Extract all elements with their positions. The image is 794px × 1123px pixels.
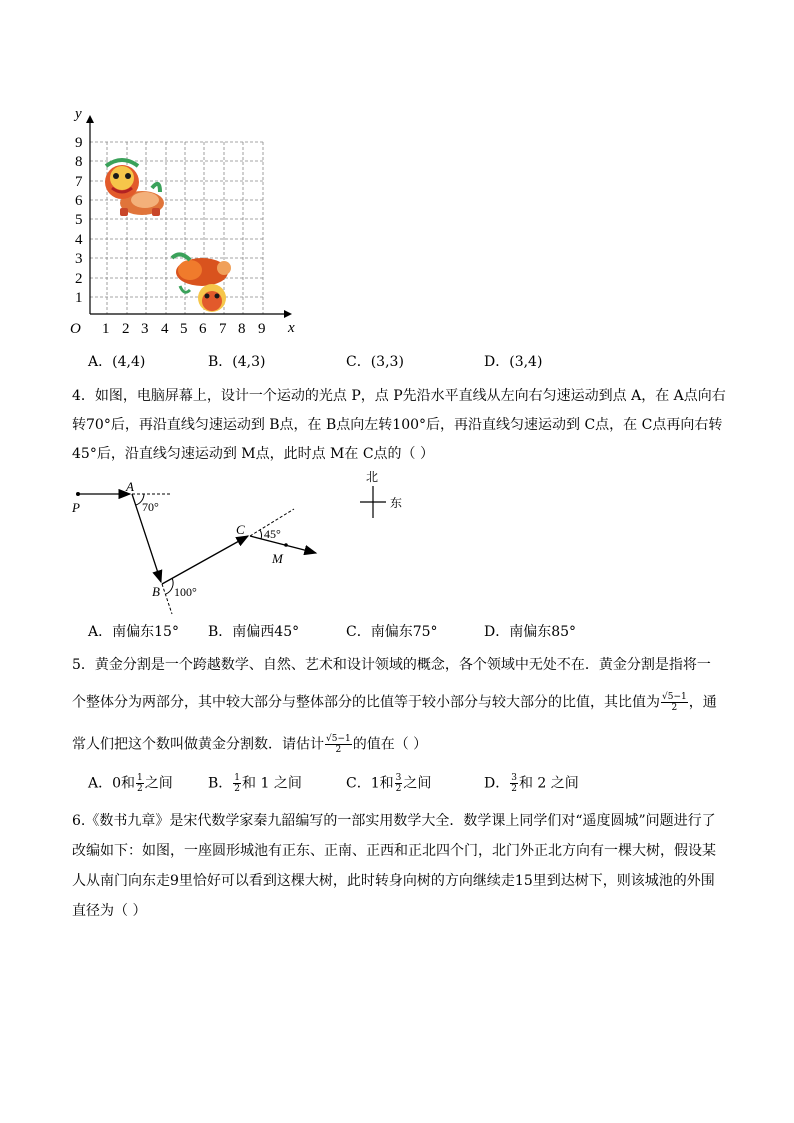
option-letter: C．	[346, 624, 371, 640]
q5-line3-tail: 的值在（ ）	[352, 736, 428, 753]
lion-dance-head-icon	[105, 160, 164, 216]
angle-label-b: 100°	[174, 585, 197, 599]
fraction-denominator: 2	[395, 784, 402, 794]
label-p: P	[72, 500, 80, 515]
option-letter: A．	[88, 624, 113, 640]
y-tick: 6	[75, 193, 83, 209]
option-fraction	[510, 773, 518, 794]
q6-stem-line-2: 改编如下：如图，一座圆形城池有正东、正南、正西和正北四个门，北门外正北方向有一棵大树，假设某	[72, 843, 716, 859]
option-text: 和 2 之间	[518, 775, 579, 792]
extension-b	[162, 584, 172, 614]
fraction-denominator: 2	[335, 745, 342, 755]
option-d[interactable]	[484, 352, 542, 372]
y-tick: 8	[75, 154, 83, 170]
fraction-numerator: 1	[137, 773, 143, 783]
fraction-denominator: 2	[137, 784, 143, 794]
coordinate-grid-figure	[60, 100, 310, 345]
x-tick: 2	[122, 321, 130, 337]
option-d[interactable]	[484, 773, 579, 794]
q5-line3-text: 常人们把这个数叫做黄金分割数．请估计	[72, 736, 324, 753]
option-letter: A．	[88, 775, 113, 792]
q5-stem-line-1: 5．黄金分割是一个跨越数学、自然、艺术和设计领域的概念，各个领域中无处不在．黄金分割是指将一	[72, 657, 711, 673]
compass-icon	[360, 486, 386, 518]
compass-east-label: 东	[390, 496, 403, 510]
q5-stem-line-3	[72, 734, 427, 755]
q6-stem-line-1: 6.《数书九章》是宋代数学家秦九韶编写的一部实用数学大全．数学课上同学们对“遥度圆城”问题进行了	[72, 813, 716, 829]
option-letter: B．	[208, 354, 233, 370]
option-text: (3,3)	[370, 354, 404, 370]
option-text: (3,4)	[509, 354, 543, 370]
option-letter: C．	[346, 775, 371, 792]
x-tick: 4	[161, 321, 169, 337]
fraction-denominator: 2	[511, 784, 517, 794]
option-b[interactable]	[208, 622, 299, 642]
x-tick: 9	[258, 321, 266, 337]
fraction-denominator: 2	[234, 784, 241, 794]
angle-label-c: 45°	[264, 527, 281, 541]
option-c[interactable]	[346, 352, 404, 372]
y-axis-arrow-icon	[86, 115, 94, 123]
angle-label-a: 70°	[142, 500, 159, 514]
x-tick: 5	[180, 321, 188, 337]
q4-stem-line-2: 转70°后，再沿直线匀速运动到 B点，在 B点向左转100°后，再沿直线匀速运动到 C点，在 C点再向右转	[72, 417, 723, 433]
q4-stem-line-1: 4．如图，电脑屏幕上，设计一个运动的光点 P，点 P先沿水平直线从左向右匀速运动到点 A，在 A点向右	[72, 388, 726, 404]
x-tick: 6	[199, 321, 207, 337]
fraction-numerator: 1	[234, 773, 241, 783]
segment-bc	[162, 536, 248, 584]
label-m: M	[272, 551, 283, 566]
option-letter: D．	[484, 354, 510, 370]
q6-stem-line-4: 直径为（ ）	[72, 903, 147, 919]
fraction-numerator: √5−1	[662, 692, 687, 702]
q5-line2-text: 个整体分为两部分，其中较大部分与整体部分的比值等于较小部分与较大部分的比值，其比值为	[72, 694, 660, 711]
point-m	[284, 543, 288, 547]
y-tick: 4	[75, 232, 83, 248]
option-text: 南偏东15°	[112, 624, 179, 640]
y-tick: 2	[75, 271, 83, 287]
fraction-numerator: √5−1	[326, 734, 351, 744]
label-c: C	[236, 522, 245, 537]
option-fraction	[136, 773, 144, 794]
angle-arc-c	[260, 530, 262, 539]
option-b[interactable]	[208, 352, 266, 372]
option-text: 南偏东75°	[370, 624, 438, 640]
option-b[interactable]	[208, 773, 302, 794]
fraction-numerator: 3	[511, 773, 517, 783]
q5-line2-tail: ，通	[688, 694, 717, 711]
y-tick: 1	[75, 290, 83, 306]
y-tick: 9	[75, 135, 83, 151]
option-text: 南偏东85°	[509, 624, 577, 640]
lion-dance-head-icon	[172, 254, 231, 312]
fraction-numerator: 3	[395, 773, 402, 783]
option-letter: D．	[484, 624, 510, 640]
option-fraction	[395, 773, 403, 794]
origin-label: O	[70, 321, 81, 337]
y-tick: 5	[75, 212, 83, 228]
option-text: (4,3)	[232, 354, 266, 370]
y-tick: 3	[75, 251, 83, 267]
option-text: 南偏西45°	[232, 624, 300, 640]
option-letter: D．	[484, 775, 510, 792]
option-fraction	[233, 773, 241, 794]
option-d[interactable]	[484, 622, 576, 642]
label-b: B	[152, 584, 160, 599]
x-axis-arrow-icon	[284, 310, 292, 318]
label-a: A	[126, 479, 134, 494]
golden-ratio-fraction	[325, 734, 352, 755]
movement-path-figure	[60, 466, 430, 616]
option-text: (4,4)	[112, 354, 146, 370]
x-tick: 8	[238, 321, 246, 337]
option-text: 之间	[403, 775, 432, 792]
axis-label-y: y	[75, 106, 82, 122]
y-tick: 7	[75, 174, 83, 190]
option-c[interactable]	[346, 622, 438, 642]
option-text: 1和	[370, 775, 394, 792]
q5-stem-line-2	[72, 692, 717, 713]
option-letter: A．	[88, 354, 113, 370]
option-text: 之间	[144, 775, 173, 792]
point-p	[76, 492, 80, 496]
option-letter: B．	[208, 775, 233, 792]
option-a[interactable]	[88, 622, 179, 642]
option-a[interactable]	[88, 773, 173, 794]
compass-north-label: 北	[366, 470, 379, 484]
x-tick: 3	[141, 321, 149, 337]
option-c[interactable]	[346, 773, 431, 794]
x-tick: 7	[219, 321, 227, 337]
option-letter: C．	[346, 354, 371, 370]
q4-stem-line-3: 45°后，沿直线匀速运动到 M点，此时点 M在 C点的（ ）	[72, 446, 434, 462]
golden-ratio-fraction	[661, 692, 688, 713]
fraction-denominator: 2	[671, 703, 678, 713]
x-tick: 1	[102, 321, 110, 337]
option-text: 0和	[112, 775, 136, 792]
option-text: 和 1 之间	[242, 775, 302, 792]
axis-label-x: x	[288, 320, 295, 336]
option-a[interactable]	[88, 352, 145, 372]
q6-stem-line-3: 人从南门向东走9里恰好可以看到这棵大树，此时转身向树的方向继续走15里到达树下，则该城池的外围	[72, 873, 715, 889]
segment-cm	[250, 536, 316, 553]
option-letter: B．	[208, 624, 233, 640]
